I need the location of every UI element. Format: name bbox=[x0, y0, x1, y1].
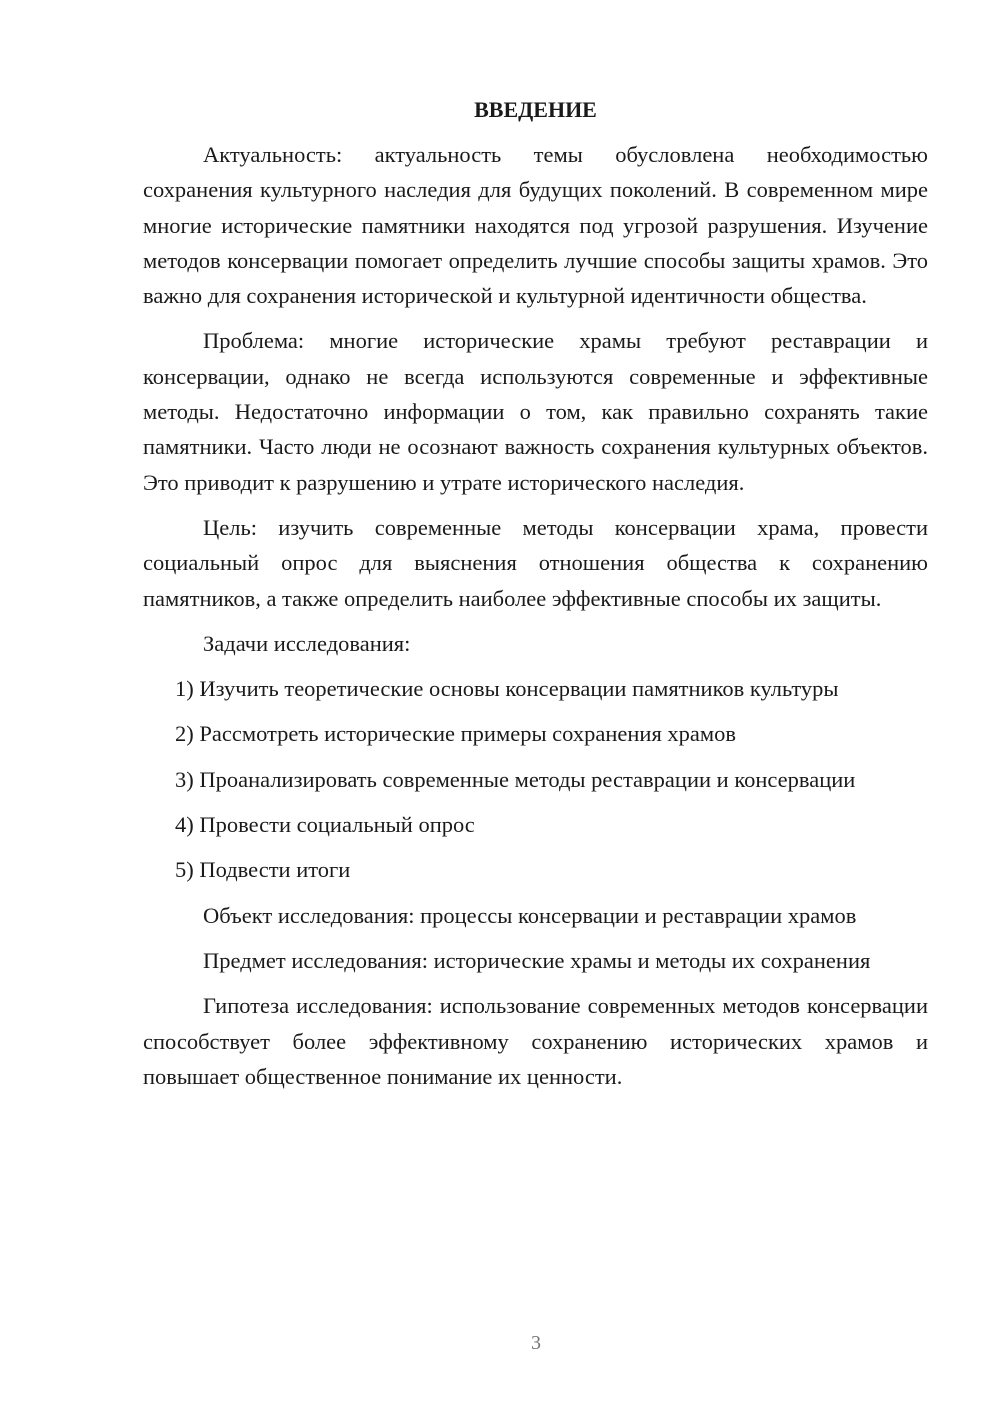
document-body bbox=[143, 92, 928, 1104]
paragraph-object: Объект исследования: процессы консервации и реставрации храмов bbox=[203, 902, 857, 928]
task-item-2: 2) Рассмотреть исторические примеры сохранения храмов bbox=[175, 721, 737, 747]
section-title: ВВЕДЕНИЕ bbox=[474, 97, 597, 122]
paragraph-subject: Предмет исследования: исторические храмы и методы их сохранения bbox=[203, 947, 871, 973]
paragraph-relevance: Актуальность: актуальность темы обусловлена необходимостью сохранения культурного наследия для будущих поколений. В современном мире многие исторические памятники находятся под угрозой разрушения. Изучение методов консервации помогает определить лучшие способы защиты храмов. Это важно для сохранения исторической и культурной идентичности общества. bbox=[143, 142, 928, 309]
task-item-1: 1) Изучить теоретические основы консервации памятников культуры bbox=[175, 676, 839, 702]
page-number: 3 bbox=[531, 1332, 541, 1354]
task-item-3: 3) Проанализировать современные методы реставрации и консервации bbox=[175, 766, 856, 792]
paragraph-goal: Цель: изучить современные методы консервации храма, провести социальный опрос для выяснения отношения общества к сохранению памятников, а также определить наиболее эффективные способы их защиты. bbox=[143, 514, 928, 611]
paragraph-problem: Проблема: многие исторические храмы требуют реставрации и консервации, однако не всегда используются современные и эффективные методы. Недостаточно информации о том, как правильно сохранять такие памятники. Часто люди не осознают важность сохранения культурных объектов. Это приводит к разрушению и утрате исторического наследия. bbox=[143, 328, 928, 495]
task-item-4: 4) Провести социальный опрос bbox=[175, 812, 475, 838]
task-item-5: 5) Подвести итоги bbox=[175, 857, 351, 883]
tasks-heading: Задачи исследования: bbox=[203, 630, 411, 656]
paragraph-hypothesis: Гипотеза исследования: использование современных методов консервации способствует более эффективному сохранению исторических храмов и повышает общественное понимание их ценности. bbox=[143, 993, 928, 1089]
